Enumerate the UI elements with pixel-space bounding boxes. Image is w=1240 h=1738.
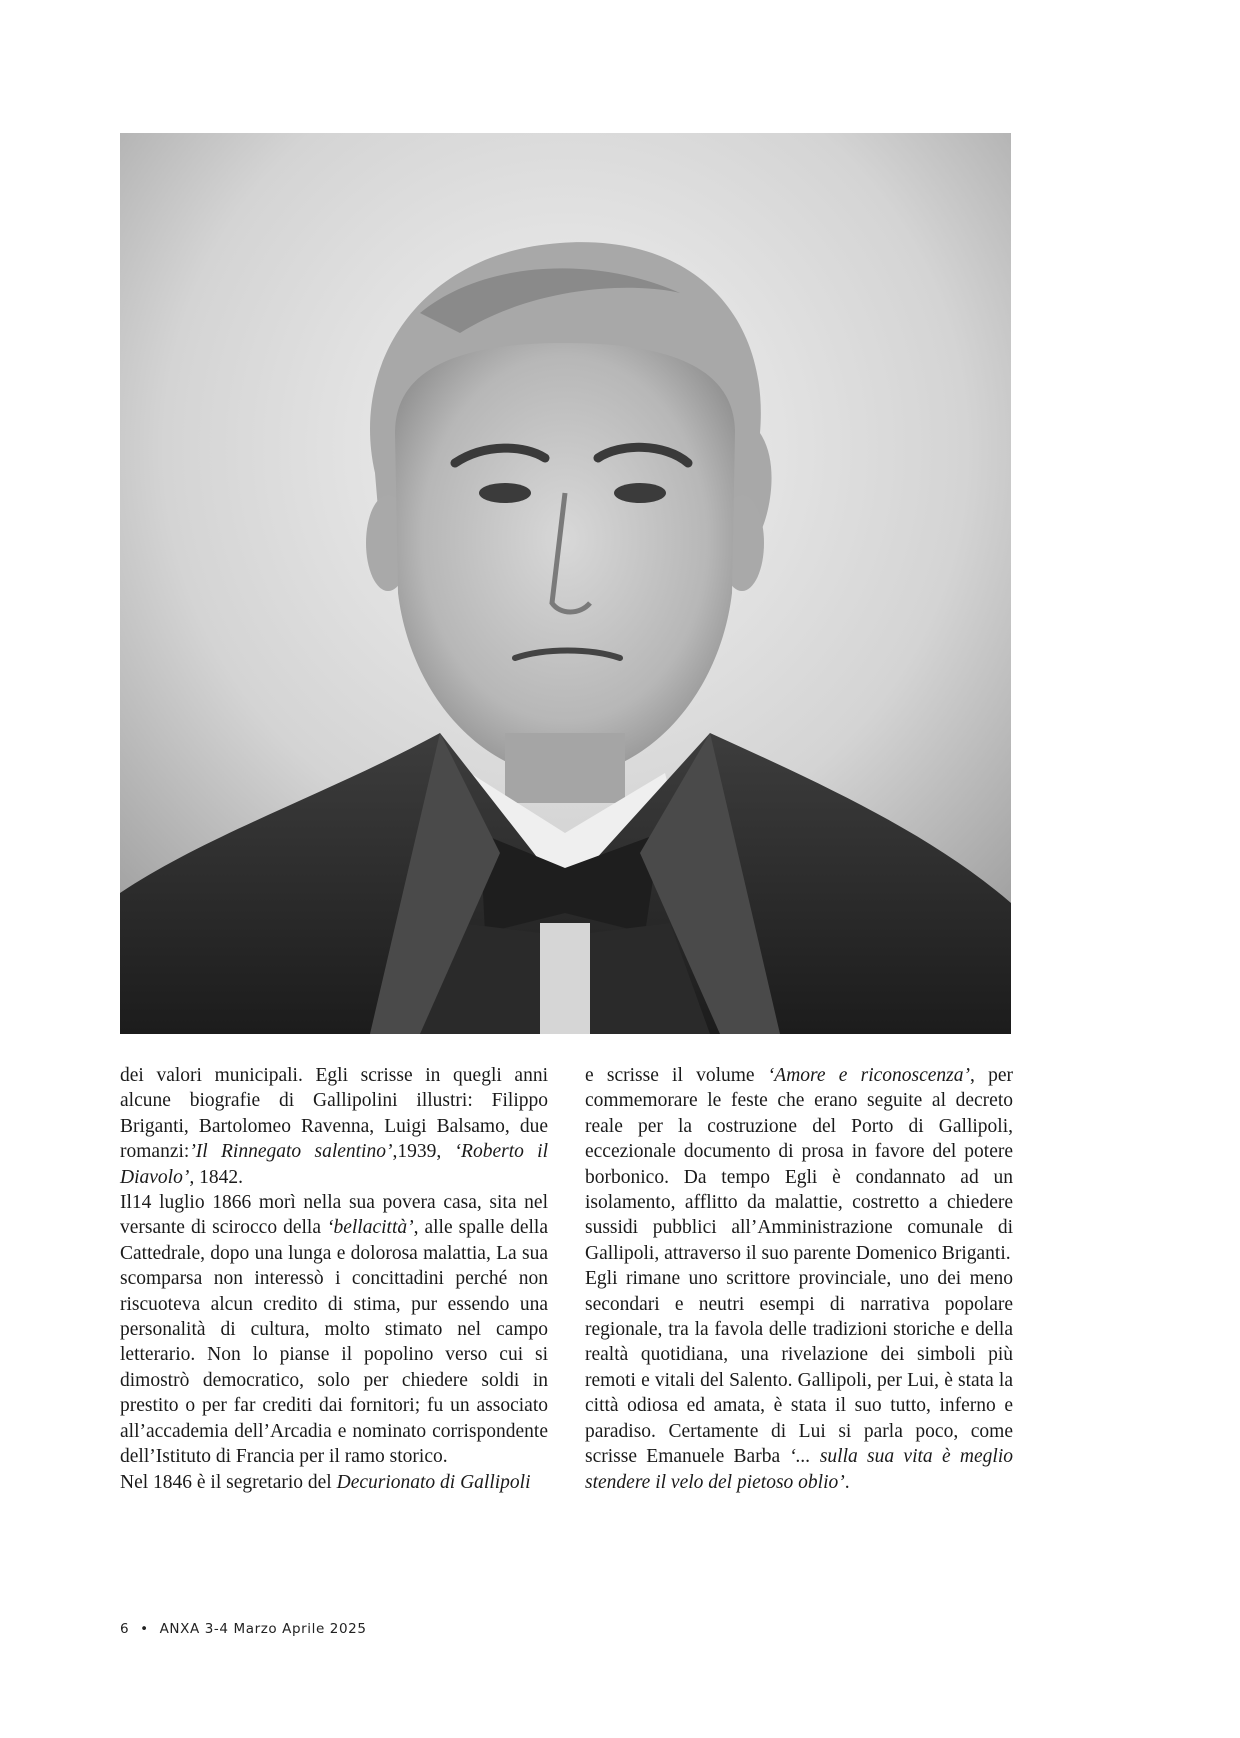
portrait-photo <box>120 133 1011 1034</box>
italic-run: Decurionato di Gallipoli <box>336 1471 531 1493</box>
text-run: Il14 luglio 1866 morì nella sua povera casa, sita nel versante di scirocco della <box>120 1192 548 1239</box>
page-footer <box>120 1621 367 1637</box>
italic-run: ‘Roberto il Diavolo’, <box>120 1141 549 1188</box>
paragraph <box>120 1190 548 1469</box>
text-run: dei valori municipali. Egli scrisse in quegli anni alcune biografie di Gallipolini illustri: Filippo Briganti, Bartolomeo Ravenna, Luigi Balsamo, due romanzi: <box>120 1065 548 1163</box>
italic-run: ‘bellacittà’ <box>326 1217 414 1239</box>
text-run: e scrisse il volume <box>585 1065 768 1086</box>
text-run: , alle spalle della Cattedrale, dopo una lunga e dolorosa malattia, La sua scomparsa non interessò i concittadini perché non riscuoteva alcun credito di stima, pur essendo una personalità di cultura, molto stimato nel campo letterario. Non lo pianse il popolino verso cui si dimostrò democratico, solo per chiedere soldi in prestito o per far crediti dai fornitori; fu un associato all’accademia dell’Arcadia e nominato corrispondente dell’Istituto di Francia per il ramo storico. <box>120 1217 548 1468</box>
article-column-right <box>585 1063 1013 1495</box>
portrait-illustration <box>120 133 1011 1034</box>
text-run: ,1939, <box>392 1141 455 1163</box>
text-run: Nel 1846 è il segretario del <box>120 1471 337 1493</box>
paragraph <box>585 1063 1013 1266</box>
page-number: 6 <box>120 1621 130 1637</box>
italic-run: ‘... sulla sua vita è meglio stendere il velo del pietoso oblio’ <box>585 1446 1013 1493</box>
text-run: 1842. <box>194 1166 243 1188</box>
text-run: . <box>844 1471 850 1493</box>
italic-run: ‘Amore e riconoscenza’ <box>767 1065 971 1086</box>
paragraph <box>120 1470 548 1495</box>
article-column-left <box>120 1063 548 1495</box>
italic-run: ’Il Rinnegato salentino’ <box>189 1141 393 1163</box>
footer-separator: • <box>140 1621 149 1637</box>
paragraph <box>120 1063 548 1190</box>
text-run: Egli rimane uno scrittore provinciale, uno dei meno secondari e neutri esempi di narrativa popolare regionale, tra la favola delle tradizioni storiche e della realtà quotidiana, una rivelazione dei simboli più remoti e vitali del Salento. Gallipoli, per Lui, è stata la città odiosa ed amata, è stata il suo tutto, inferno e paradiso. Certamente di Lui si parla poco, come scrisse Emanuele Barba <box>585 1268 1013 1468</box>
paragraph <box>585 1266 1013 1495</box>
text-run: , per commemorare le feste che erano seguite al decreto reale per la costruzione del Porto di Gallipoli, eccezionale documento di prosa in favore del potere borbonico. Da tempo Egli è condannato ad un isolamento, afflitto da malattie, costretto a chiedere sussidi pubblici all’Amministrazione comunale di Gallipoli, attraverso il suo parente Domenico Briganti. <box>585 1065 1013 1264</box>
magazine-issue: ANXA 3-4 Marzo Aprile 2025 <box>159 1621 367 1637</box>
